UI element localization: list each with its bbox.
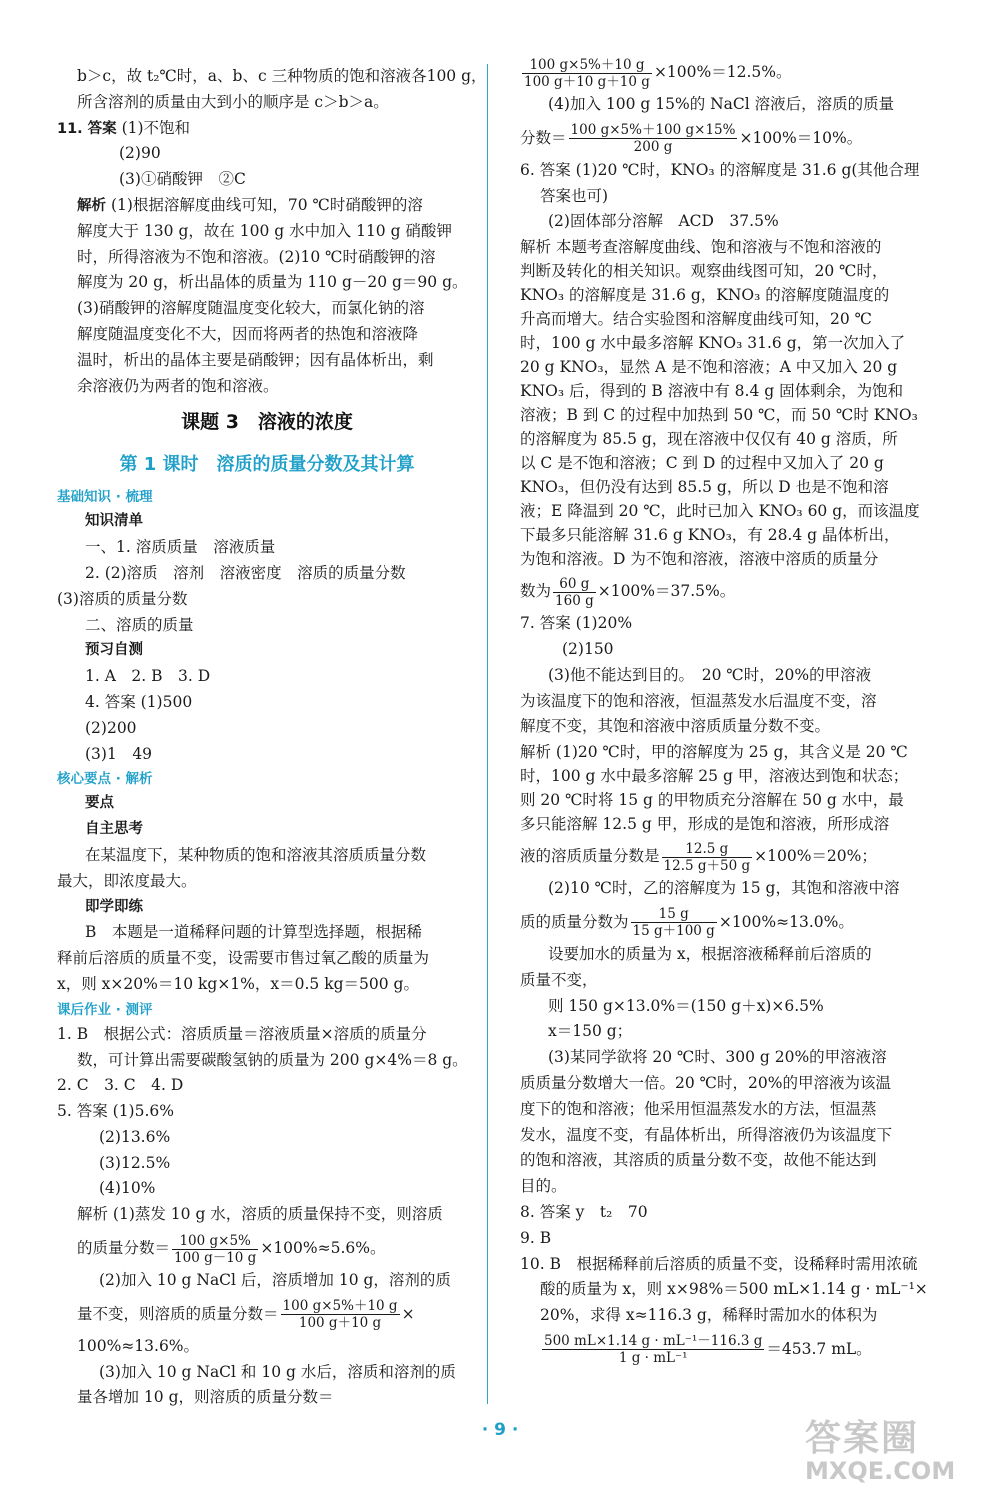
text-span: 分数＝ <box>520 128 567 147</box>
text-line: 为该温度下的饱和溶液，恒温蒸发水后温度不变，溶 <box>520 691 877 710</box>
period-title: 第 1 课时 溶质的质量分数及其计算 <box>119 454 415 476</box>
text-span: ×100%≈13.0%。 <box>718 912 854 931</box>
text-line: 的饱和溶液，其溶质的质量分数不变，故他不能达到 <box>520 1151 877 1170</box>
text-line: 度下的饱和溶液；他采用恒温蒸发水的方法，恒温蒸 <box>520 1099 877 1118</box>
denominator: 100 g－10 g <box>174 1249 257 1266</box>
text-line: 7. 答案 (1)20% <box>520 614 633 633</box>
text-line: x，则 x×20%＝10 kg×1%，x＝0.5 kg＝500 g。 <box>57 974 419 993</box>
fraction <box>522 57 652 90</box>
explanation-text: 时，所得溶液为不饱和溶液。(2)10 ℃时硝酸钾的溶 <box>77 247 436 266</box>
text-line: 判断及转化的相关知识。观察曲线图可知，20 ℃时， <box>520 262 888 281</box>
text-line: 6. 答案 (1)20 ℃时，KNO₃ 的溶解度是 31.6 g(其他合理 <box>520 160 920 179</box>
numerator: 12.5 g <box>662 841 753 858</box>
numerator: 100 g×5%＋10 g <box>522 57 652 74</box>
text-line: 二、溶质的质量 <box>85 615 194 634</box>
fraction <box>553 576 596 609</box>
text-line: 答案也可) <box>540 186 609 205</box>
section-heading: 基础知识 · 梳理 <box>57 489 153 506</box>
text-span: ×100%＝37.5%。 <box>597 582 736 601</box>
formula-line <box>520 118 948 158</box>
denominator: 200 g <box>633 139 673 156</box>
denominator: 15 g＋100 g <box>632 923 715 940</box>
text-line: (4)加入 100 g 15%的 NaCl 溶液后，溶质的质量 <box>548 95 895 113</box>
answer-text: (2)90 <box>119 144 161 163</box>
text-line: (2)13.6% <box>99 1127 171 1146</box>
formula-line <box>520 1329 948 1369</box>
answer-text: (3)①硝酸钾 ②C <box>119 170 246 189</box>
text-line: (2)加入 10 g NaCl 后，溶质增加 10 g，溶剂的质 <box>99 1271 451 1290</box>
numerator: 100 g×5%＋10 g <box>282 1298 398 1315</box>
subsection-heading: 要点 <box>85 795 114 812</box>
denominator: 160 g <box>555 592 594 609</box>
text-line: 解析 (1)20 ℃时，甲的溶解度为 25 g，其含义是 20 ℃ <box>520 743 908 762</box>
text-line: 100%≈13.6%。 <box>77 1336 200 1355</box>
text-line: 发水，温度不变，有晶体析出，所得溶液仍为该温度下 <box>520 1125 893 1144</box>
formula-line <box>520 902 948 942</box>
explanation-text: 解度随温度变化不大，因而将两者的热饱和溶液降 <box>77 324 419 343</box>
explanation-line <box>57 193 477 219</box>
text-line: 质量不变， <box>520 970 598 989</box>
numerator: 500 mL×1.14 g · mL⁻¹－116.3 g <box>544 1333 763 1350</box>
text-line: 1. B 根据公式：溶质质量＝溶液质量×溶质的质量分 <box>57 1024 427 1043</box>
text-line: 升高而增大。结合实验图和溶解度曲线可知，20 ℃ <box>520 310 872 329</box>
text-line: (2)固体部分溶解 ACD 37.5% <box>548 212 779 231</box>
text-line: 目的。 <box>520 1177 567 1196</box>
text-span: ＝453.7 mL。 <box>766 1339 872 1358</box>
text-line: (3)12.5% <box>99 1153 171 1172</box>
formula-line <box>520 571 948 611</box>
text-line: (3)某同学欲将 20 ℃时、300 g 20%的甲溶液溶 <box>548 1048 887 1067</box>
section-heading: 课后作业 · 测评 <box>57 1001 153 1018</box>
answer-label: 答案 <box>87 120 117 137</box>
numerator: 100 g×5%＋100 g×15% <box>570 122 736 139</box>
formula-line <box>57 1294 477 1334</box>
text-span: ×100%＝20%； <box>754 847 877 866</box>
text-line: 酸的质量为 x，则 x×98%＝500 mL×1.14 g · mL⁻¹× <box>540 1280 928 1299</box>
question-number: 11. <box>57 120 83 137</box>
denominator: 12.5 g＋50 g <box>663 857 751 874</box>
text-line: 5. 答案 (1)5.6% <box>57 1102 174 1121</box>
formula-line <box>57 1228 477 1268</box>
text-line: (3)1 49 <box>85 744 153 763</box>
explanation-label: 解析 <box>77 197 106 214</box>
numerator: 100 g×5% <box>172 1233 258 1250</box>
text-line: 最大，即浓度最大。 <box>57 871 197 890</box>
fraction <box>542 1333 764 1366</box>
text-line: 20 g KNO₃，显然 A 是不饱和溶液；A 中又加入 20 g <box>520 358 898 377</box>
text-line: 释前后溶质的质量不变，设需要市售过氧乙酸的质量为 <box>57 949 430 968</box>
text-line: 解度不变，其饱和溶液中溶质质量分数不变。 <box>520 717 831 736</box>
text-line: 4. 答案 (1)500 <box>85 692 193 711</box>
denominator: 100 g＋10 g＋10 g <box>524 73 650 90</box>
text-line: 20%，求得 x≈116.3 g，稀释时需加水的体积为 <box>540 1306 878 1325</box>
text-line: 8. 答案 y t₂ 70 <box>520 1202 648 1221</box>
fraction <box>172 1233 258 1266</box>
text-line: 解析 (1)蒸发 10 g 水，溶质的质量保持不变，则溶质 <box>77 1205 443 1224</box>
text-line: 则 150 g×13.0%＝(150 g＋x)×6.5% <box>548 996 824 1015</box>
text-line: 则 20 ℃时将 15 g 的甲物质充分溶解在 50 g 水中，最 <box>520 791 904 810</box>
text-line: (3)溶质的质量分数 <box>57 589 188 608</box>
text-line: 溶液；B 到 C 的过程中加热到 50 ℃，而 50 ℃时 KNO₃ <box>520 406 918 425</box>
text-line: KNO₃ 的溶解度是 31.6 g，KNO₃ 的溶解度随温度的 <box>520 286 890 305</box>
answer-text: (1)不饱和 <box>121 118 191 137</box>
left-column <box>57 64 487 1411</box>
text-line: 所含溶剂的质量由大到小的顺序是 c＞b＞a。 <box>77 92 389 111</box>
text-line: (3)他不能达到目的。 20 ℃时，20%的甲溶液 <box>548 665 872 684</box>
text-line: 质质量分数增大一倍。20 ℃时，20%的甲溶液为该温 <box>520 1073 891 1092</box>
denominator: 100 g＋10 g <box>298 1315 382 1332</box>
text-line: 以 C 是不饱和溶液；C 到 D 的过程中又加入了 20 g <box>520 454 884 473</box>
watermark-text: MXQE.COM <box>805 1457 956 1485</box>
column-divider <box>487 64 488 1404</box>
text-line: KNO₃ 后，得到的 B 溶液中有 8.4 g 固体剩余，为饱和 <box>520 382 904 401</box>
explanation-text: (1)根据溶解度曲线可知，70 ℃时硝酸钾的溶 <box>110 195 423 214</box>
text-line: (4)10% <box>99 1179 156 1198</box>
text-line: 2. C 3. C 4. D <box>57 1076 184 1095</box>
text-line: 量各增加 10 g，则溶质的质量分数＝ <box>77 1388 334 1407</box>
text-line: 2. (2)溶质 溶剂 溶液密度 溶质的质量分数 <box>85 563 406 582</box>
text-span: 液的溶质质量分数是 <box>520 847 660 866</box>
text-line: 数，可计算出需要碳酸氢钠的质量为 200 g×4%＝8 g。 <box>77 1050 468 1069</box>
text-span: 质的质量分数为 <box>520 912 629 931</box>
explanation-text: 解度为 20 g，析出晶体的质量为 110 g－20 g＝90 g。 <box>77 273 468 292</box>
explanation-text: 余溶液仍为两者的饱和溶液。 <box>77 376 279 395</box>
text-span: × <box>401 1304 415 1323</box>
text-span: ×100%≈5.6%。 <box>260 1239 386 1258</box>
text-line: 下最多只能溶解 31.6 g KNO₃，有 28.4 g 晶体析出， <box>520 526 900 545</box>
section-heading: 核心要点 · 解析 <box>57 771 153 788</box>
numerator: 60 g <box>553 576 596 593</box>
fraction <box>569 122 738 155</box>
text-line: 多只能溶解 12.5 g 甲，形成的是饱和溶液，所形成溶 <box>520 815 890 834</box>
text-line: (3)加入 10 g NaCl 和 10 g 水后，溶质和溶剂的质 <box>99 1362 456 1381</box>
subsection-heading: 知识清单 <box>85 513 143 530</box>
explanation-text: (3)硝酸钾的溶解度随温度变化较大，而氯化钠的溶 <box>77 299 425 318</box>
watermark-logo <box>805 1410 985 1488</box>
right-column <box>520 56 948 1369</box>
text-line: 10. B 根据稀释前后溶质的质量不变，设稀释时需用浓硫 <box>520 1254 918 1273</box>
text-line: 的溶解度为 85.5 g，现在溶液中仅仅有 40 g 溶质，所 <box>520 430 898 449</box>
text-line: 时，100 g 水中最多溶解 KNO₃ 31.6 g，第一次加入了 <box>520 334 906 353</box>
text-line: 一、1. 溶质质量 溶液质量 <box>85 538 276 557</box>
text-span: 的质量分数＝ <box>77 1239 171 1258</box>
formula-line <box>520 52 948 92</box>
text-line: 解析 本题考查溶解度曲线、饱和溶液与不饱和溶液的 <box>520 238 882 257</box>
denominator: 1 g · mL⁻¹ <box>618 1350 688 1367</box>
text-line: KNO₃，但仍没有达到 85.5 g，所以 D 也是不饱和溶 <box>520 478 889 497</box>
text-line: (2)150 <box>562 639 614 658</box>
text-span: 量不变，则溶质的质量分数＝ <box>77 1304 279 1323</box>
text-line: (2)200 <box>85 718 137 737</box>
subsection-heading: 即学即练 <box>85 898 143 915</box>
text-span: ×100%＝10%。 <box>739 128 863 147</box>
text-line: 在某温度下，某种物质的饱和溶液其溶质质量分数 <box>85 845 427 864</box>
text-line: x＝150 g； <box>548 1022 633 1041</box>
subsection-heading: 预习自测 <box>85 642 143 659</box>
text-line: 1. A 2. B 3. D <box>85 667 211 686</box>
text-span: 数为 <box>520 582 552 601</box>
watermark-text: 答案圈 <box>805 1418 920 1459</box>
question-11 <box>57 116 477 142</box>
page-number: · 9 · <box>481 1420 519 1440</box>
text-line: 9. B <box>520 1228 552 1247</box>
text-line: (2)10 ℃时，乙的溶解度为 15 g，其饱和溶液中溶 <box>548 879 900 898</box>
subsection-heading: 自主思考 <box>85 821 143 838</box>
formula-line <box>520 836 948 876</box>
explanation-text: 解度大于 130 g，故在 100 g 水中加入 110 g 硝酸钾 <box>77 221 452 240</box>
explanation-text: 温时，析出的晶体主要是硝酸钾；因有晶体析出，剩 <box>77 350 434 369</box>
text-line: 设要加水的质量为 x，根据溶液稀释前后溶质的 <box>548 944 872 963</box>
fraction <box>662 841 753 874</box>
text-span: ×100%＝12.5%。 <box>653 63 792 81</box>
numerator: 15 g <box>631 906 717 923</box>
text-line: 液；E 降温到 20 ℃，此时已加入 KNO₃ 60 g，而该温度 <box>520 502 920 521</box>
text-line: B 本题是一道稀释问题的计算型选择题，根据稀 <box>85 923 422 942</box>
text-line: b＞c，故 t₂℃时，a、b、c 三种物质的饱和溶液各100 g， <box>77 67 487 85</box>
lesson-title: 课题 3 溶液的浓度 <box>181 411 353 434</box>
fraction <box>281 1298 400 1331</box>
text-line: 时，100 g 水中最多溶解 25 g 甲，溶液达到饱和状态； <box>520 767 909 786</box>
fraction <box>631 906 717 939</box>
text-line: 为饱和溶液。D 为不饱和溶液，溶液中溶质的质量分 <box>520 550 879 569</box>
